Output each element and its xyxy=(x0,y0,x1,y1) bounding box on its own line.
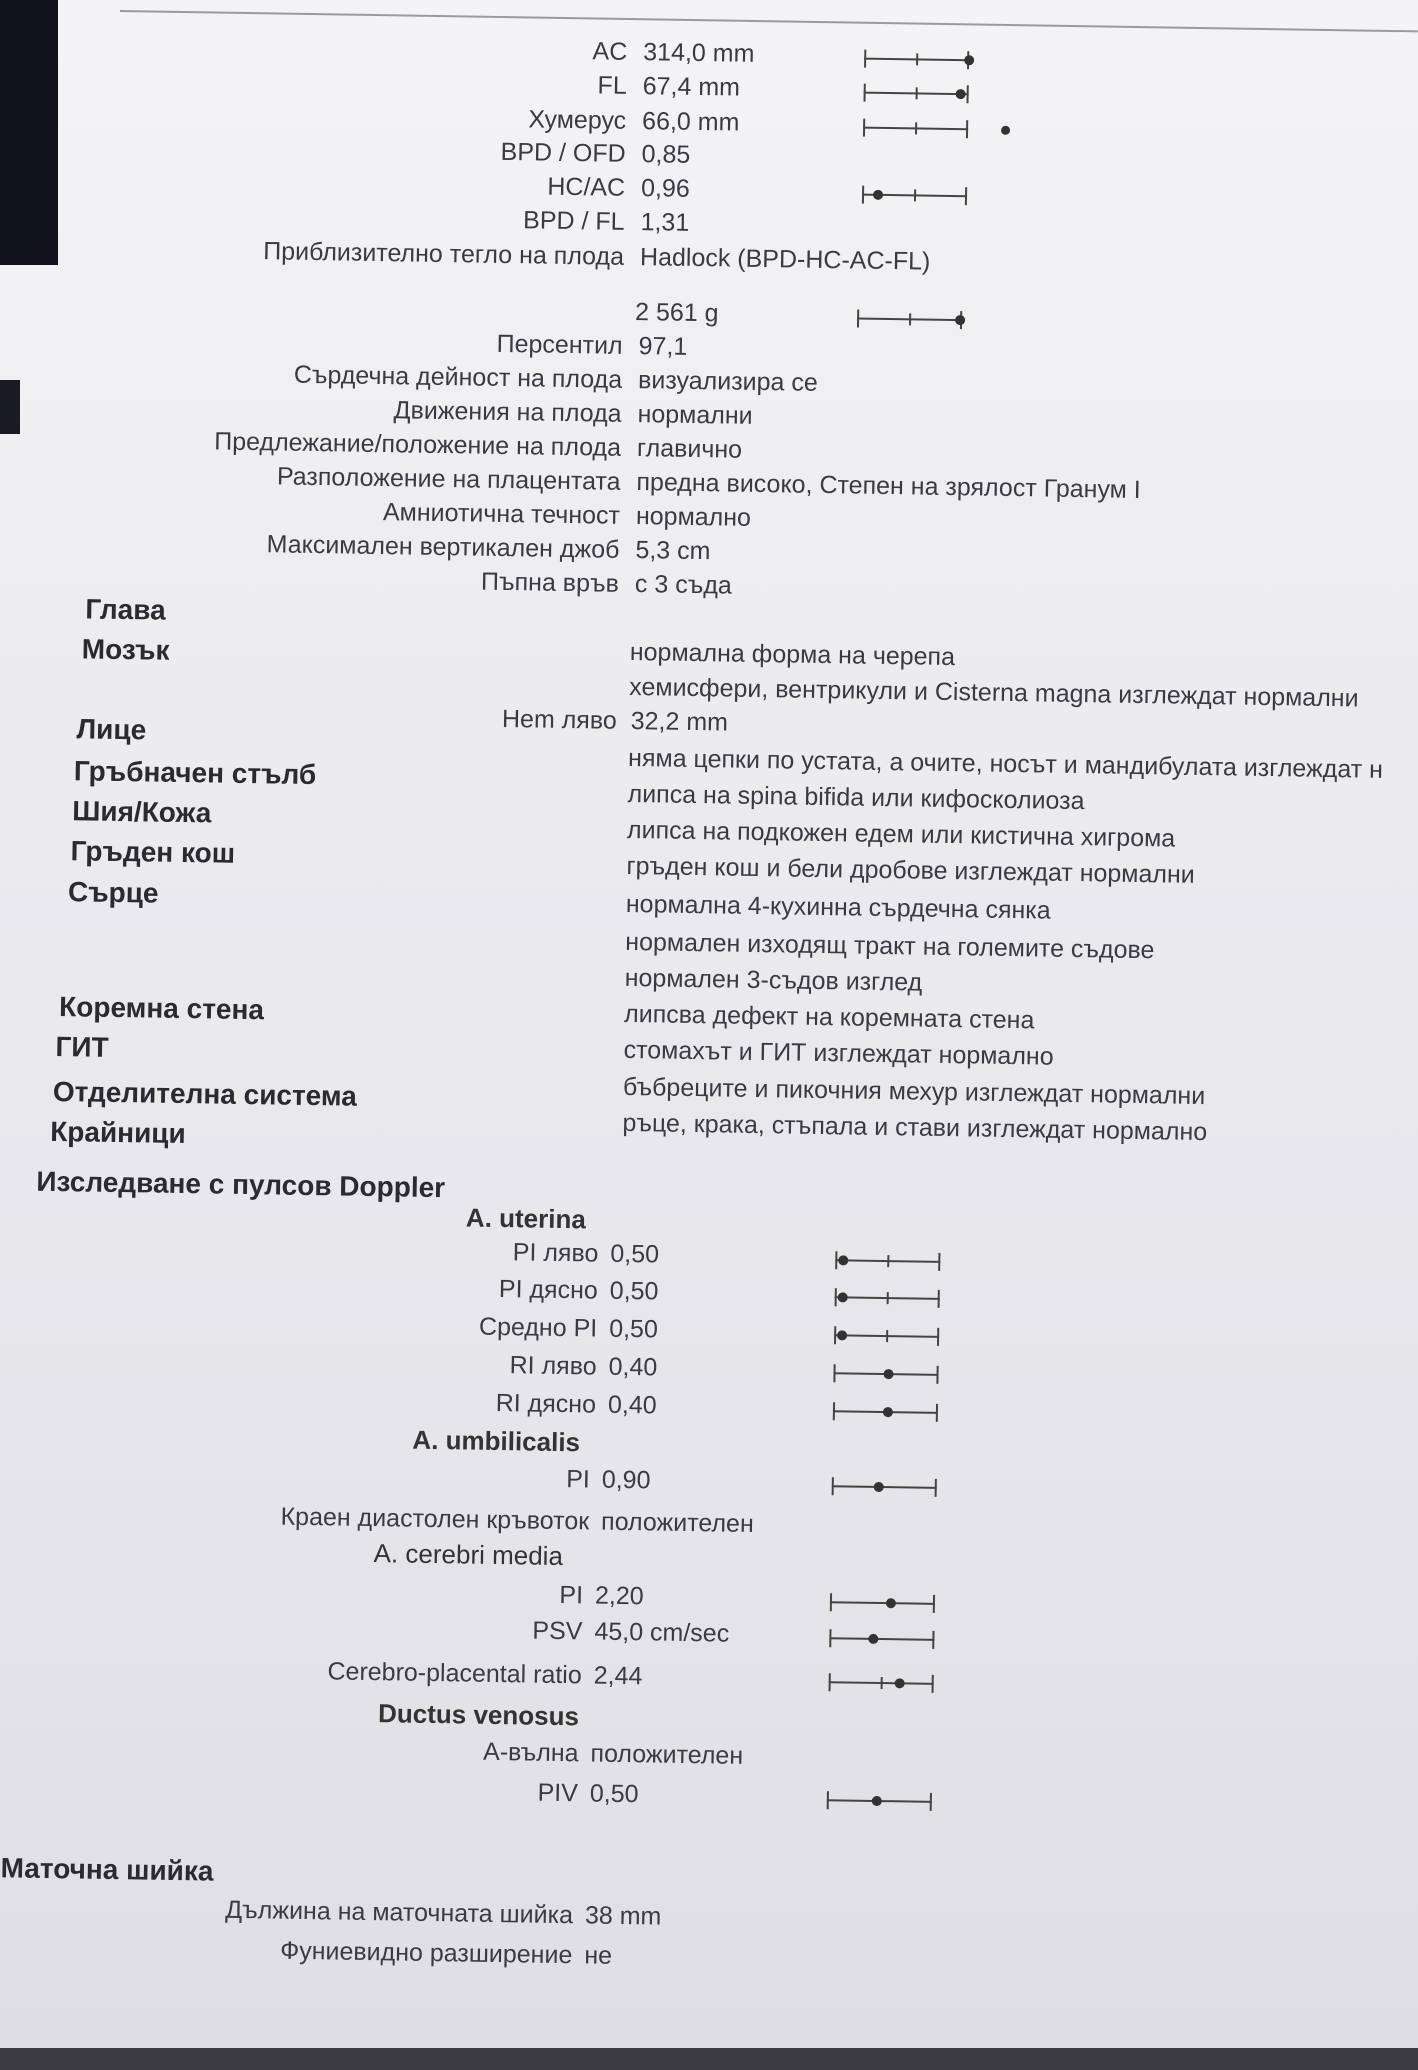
measurement-value: 0,85 xyxy=(641,140,691,169)
measurement-value: с 3 съда xyxy=(634,570,733,600)
measurement-label: Максимален вертикален джоб xyxy=(266,530,620,564)
doppler-value: 0,50 xyxy=(610,1239,660,1269)
range-gauge xyxy=(857,308,962,332)
range-gauge xyxy=(830,1591,935,1615)
section-heading: Сърце xyxy=(67,876,159,909)
measurement-label: BPD / OFD xyxy=(500,137,626,168)
anatomy-value xyxy=(623,1035,1054,1071)
range-gauge xyxy=(829,1671,934,1695)
doppler-value: 0,50 xyxy=(589,1779,639,1809)
range-gauge xyxy=(829,1627,934,1651)
doppler-label: PI xyxy=(559,1580,584,1610)
anatomy-value xyxy=(629,637,956,672)
anatomy-text: липса на spina bifida или кифосколиоза xyxy=(627,779,1085,816)
measurement-value: 32,2 mm xyxy=(630,706,729,737)
doppler-label: PIV xyxy=(537,1778,579,1808)
doppler-value: положителен xyxy=(600,1507,754,1539)
section-heading: Глава xyxy=(85,593,166,626)
doppler-value: 0,90 xyxy=(601,1465,651,1495)
section-heading: ГИТ xyxy=(55,1031,109,1063)
range-gauge xyxy=(832,1475,937,1499)
range-gauge xyxy=(835,1249,940,1273)
range-gauge xyxy=(863,117,968,141)
range-gauge xyxy=(864,48,969,72)
range-gauge xyxy=(835,1286,940,1310)
doppler-label: Краен диастолен кръвоток xyxy=(280,1502,590,1536)
anatomy-text: хемисфери, вентрикули и Cisterna magna изглеждат нормални xyxy=(629,672,1359,713)
section-heading: Лице xyxy=(76,713,147,746)
doppler-label: PI xyxy=(565,1465,591,1494)
doppler-value: 0,50 xyxy=(608,1314,659,1344)
measurement-label: Сърдечна дейност на плода xyxy=(293,360,623,394)
measurement-value: 2 561 g xyxy=(634,298,719,328)
section-heading: Шия/Кожа xyxy=(72,795,212,829)
anatomy-value xyxy=(624,963,923,998)
section-heading: Коремна стена xyxy=(58,991,265,1026)
measurement-label: Разположение на плацентата xyxy=(276,462,621,496)
doppler-label: RI дясно xyxy=(495,1388,597,1419)
measurement-value: 5,3 cm xyxy=(635,536,711,566)
umbilicalis-title: A. umbilicalis xyxy=(412,1424,581,1458)
doppler-label: RI ляво xyxy=(509,1351,597,1381)
uterina-title: A. uterina xyxy=(465,1202,587,1235)
anatomy-text: няма цепки по устата, а очите, носът и мандибулата изглеждат н xyxy=(627,743,1384,784)
measurement-label: BPD / FL xyxy=(522,206,625,236)
anatomy-text: липсва дефект на коремната стена xyxy=(623,999,1035,1035)
anatomy-text: нормална 4-кухинна сърдечна сянка xyxy=(625,889,1051,925)
cervix-label: Фуниевидно разширение xyxy=(280,1936,573,1970)
anatomy-text: нормална форма на черепа xyxy=(629,637,956,672)
anatomy-value xyxy=(622,1108,1208,1147)
measurement-value: предна високо, Степен на зрялост Гранум I xyxy=(636,468,1141,504)
doppler-value: 2,44 xyxy=(593,1661,643,1691)
section-heading: Гръбначен стълб xyxy=(73,755,317,791)
range-gauge xyxy=(833,1362,938,1386)
measurement-label: Движения на плода xyxy=(393,396,622,428)
measurement-label: Амниотична течност xyxy=(382,498,621,530)
doppler-label: Cerebro-placental ratio xyxy=(327,1657,582,1690)
anatomy-text: липса на подкожен едем или кистична хигрома xyxy=(626,815,1176,853)
doppler-value: 0,50 xyxy=(609,1276,659,1306)
anatomy-value xyxy=(629,672,1359,713)
doppler-label: PI дясно xyxy=(498,1274,599,1305)
measurement-value: 97,1 xyxy=(638,332,688,361)
range-gauge xyxy=(827,1789,932,1813)
doppler-value: 2,20 xyxy=(594,1581,644,1611)
range-gauge xyxy=(862,184,967,208)
anatomy-value xyxy=(627,779,1085,816)
cervix-value: не xyxy=(584,1941,613,1970)
anatomy-value xyxy=(626,851,1195,889)
anatomy-text: ръце, крака, стъпала и стави изглеждат нормално xyxy=(622,1108,1208,1147)
anatomy-text: стомахът и ГИТ изглеждат нормално xyxy=(623,1035,1054,1071)
measurement-label: Пъпна връв xyxy=(480,567,620,598)
anatomy-text: нормален 3-съдов изглед xyxy=(624,963,923,997)
anatomy-text: бъбреците и пикочния мехур изглеждат нормални xyxy=(622,1072,1206,1111)
range-gauge xyxy=(863,82,968,106)
measurement-value: нормално xyxy=(635,502,752,532)
measurement-value: 314,0 mm xyxy=(643,38,755,68)
section-heading: Отделителна система xyxy=(52,1075,358,1112)
anatomy-value xyxy=(622,1072,1206,1111)
out-of-range-dot xyxy=(1001,126,1010,135)
anatomy-value xyxy=(623,999,1035,1035)
range-gauge xyxy=(834,1324,939,1348)
measurement-value: главично xyxy=(636,434,743,464)
anatomy-text: гръден кош и бели дробове изглеждат нормални xyxy=(626,851,1195,889)
section-heading: Мозък xyxy=(81,633,170,666)
measurement-value: 1,31 xyxy=(640,208,690,237)
measurement-label: Предлежание/положение на плода xyxy=(214,427,622,462)
venosus-title: Ductus venosus xyxy=(377,1698,580,1732)
anatomy-value xyxy=(626,815,1176,853)
measurement-label: Хумерус xyxy=(528,105,627,135)
doppler-value: 45,0 cm/sec xyxy=(594,1617,730,1648)
measurement-label: FL xyxy=(597,71,627,100)
measurement-label: Hem ляво xyxy=(501,704,617,735)
doppler-value: положителен xyxy=(590,1739,744,1770)
cervix-value: 38 mm xyxy=(584,1901,662,1931)
measurement-label: AC xyxy=(592,37,628,66)
doppler-title: Изследване с пулсов Doppler xyxy=(36,1165,446,1204)
measurement-label: HC/AC xyxy=(547,172,626,202)
measurement-value: нормални xyxy=(637,400,753,430)
cervix-label: Дължина на маточната шийка xyxy=(225,1895,574,1930)
measurement-value: 67,4 mm xyxy=(642,72,741,102)
section-heading: Крайници xyxy=(49,1115,186,1150)
measurement-value: визуализира се xyxy=(637,366,818,397)
measurement-label: Приблизително тегло на плода xyxy=(263,237,625,271)
doppler-label: PSV xyxy=(532,1616,583,1646)
measurement-value: Hadlock (BPD-HC-AC-FL) xyxy=(639,243,931,276)
doppler-label: A-вълна xyxy=(482,1737,579,1768)
measurement-label: Персентил xyxy=(496,329,623,360)
range-gauge xyxy=(833,1400,938,1424)
anatomy-value xyxy=(625,889,1051,925)
anatomy-value xyxy=(627,743,1384,784)
anatomy-value xyxy=(625,927,1155,965)
doppler-value: 0,40 xyxy=(608,1352,658,1382)
section-heading: Гръден кош xyxy=(70,835,236,869)
measurement-value: 0,96 xyxy=(640,174,691,203)
doppler-value: 0,40 xyxy=(607,1390,657,1420)
measurement-value: 66,0 mm xyxy=(641,107,740,137)
doppler-label: Средно PI xyxy=(478,1312,598,1343)
cerebri-title: A. cerebri media xyxy=(373,1538,564,1572)
doppler-label: PI ляво xyxy=(512,1238,599,1268)
cervix-title: Маточна шийка xyxy=(0,1852,214,1887)
anatomy-text: нормален изходящ тракт на големите съдове xyxy=(625,927,1155,965)
